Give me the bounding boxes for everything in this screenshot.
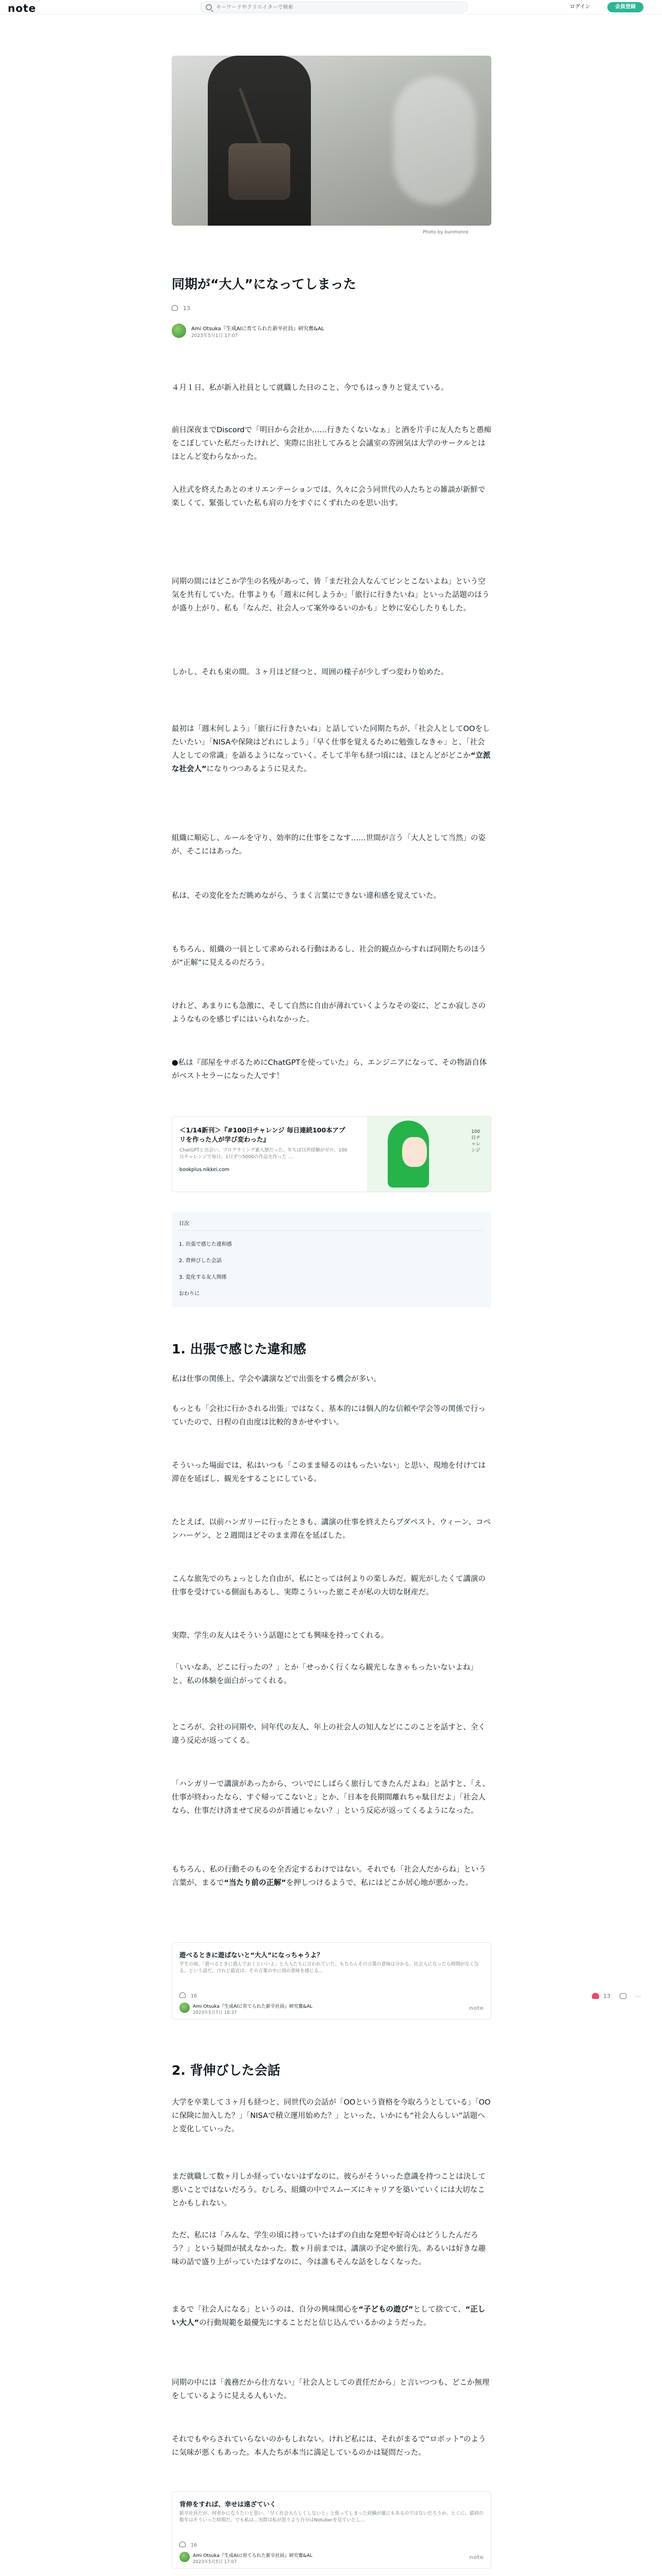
paragraph: ●私は『部屋をサボるためにChatGPTを使っていた』ら、エンジニアになって、その物語自体がベストセラーになった人です！ (172, 1059, 487, 1080)
paragraph: 「ハンガリーで講演があったから、ついでにしばらく旅行してきたんだよね」と話すと、「え、仕事が終わったなら、すぐ帰ってこないと」とか、「日本を長期間離れちゃ駄目だよ」「社会人なら、仕事だけ済ませて戻るのが普通じゃない？」という反応が返ってくるようになった。 (172, 1780, 490, 1815)
paragraph: そういった場面では、私はいつも「このまま帰るのはもったいない」と思い、現地を付けては滞在を延ばし、観光をすることにしている。 (172, 1462, 486, 1483)
floating-actions (592, 1993, 641, 2004)
more-menu-icon[interactable]: ⋯ (635, 1993, 641, 1999)
paragraph: まるで「社会人になる」というのは、自分の興味関心を“子どもの遊び”として捨てて、“正しい大人”の行動規範を最優先にすることだと信じ込んでいるかのようだった。 (172, 2306, 486, 2327)
table-of-contents (172, 1212, 491, 1308)
toc-item[interactable]: 2. 背伸びした会話 (179, 1258, 222, 1264)
signup-button[interactable]: 会員登録 (607, 2, 643, 12)
heart-icon (179, 2541, 186, 2547)
paragraph: もちろん、私の行動そのものを全否定するわけではない。それでも「社会人だからね」という言葉が、まるで“当たり前の正解”を押しつけるようで、私にはどこか居心地が悪かった。 (172, 1866, 486, 1887)
link-card-title[interactable]: ＜1/14新刊＞『#100日チャレンジ 毎日連続100本アプリを作った人が学び変わった』 (179, 1126, 345, 1143)
paragraph: 前日深夜までDiscordで「明日から会社か……行きたくないなぁ」と酒を片手に友人たちと愚痴をこぼしていた私だったけれど、実際に出社してみると会議室の雰囲気は大学のサークルとはほとんど変わらなかった。 (172, 426, 491, 461)
paragraph: 同期の間にはどこか学生の名残があって、皆「まだ社会人なんてピンとこないよね」という空気を共有していた。仕事よりも「週末に何しようか」「旅行に行きたいね」といった話題のほうが盛り上がり、私も「なんだ、社会人って案外ゆるいのかも」と妙に安心したりもした。 (172, 578, 490, 613)
avatar[interactable] (172, 324, 186, 338)
paragraph: 私は、その変化をただ眺めながら、うまく言葉にできない違和感を覚えていた。 (172, 892, 441, 900)
note-card-date: 2023年5月5日 17:07 (193, 2560, 237, 2565)
avatar (179, 2003, 190, 2013)
paragraph: 同期の中には「義務だから仕方ない」「社会人としての責任だから」と言いつつも、どこか無理をしているように見える人もいた。 (172, 2379, 490, 2400)
search-input[interactable] (216, 3, 453, 11)
paragraph: たとえば、以前ハンガリーに行ったときも、講演の仕事を終えたらブダペスト、ウィーン、コペンハーゲン、と２週間ほどそのまま滞在を延ばした。 (172, 1518, 491, 1540)
hero-image (172, 56, 491, 226)
book-thumbnail (367, 1116, 491, 1192)
section-heading: 2. 背伸びした会話 (172, 2063, 280, 2078)
heart-icon[interactable] (172, 305, 178, 311)
note-card-description: 新卒社員だが、何者かになりたいと思い、「早く社会人らしくしないと」と焦ってしまった経験が誰にもあるのではないだろうか。とくに、最初の数年はそういった時期だ。でも私は…実際は私が思うより自分はNotuberを見ていたし… (179, 2511, 484, 2523)
search-box[interactable] (200, 2, 468, 13)
note-card-description: 学生の頃、「遊べるときに遊んでおくといいよ」と大人たちに言われていた。もちろんその言葉の意味は分かる。社会人になったら時間がなくなる、という話だ。けれど最近は、その言葉の中に別の意味を感じる… (179, 1962, 479, 1974)
toc-item[interactable]: おわりに (179, 1291, 200, 1297)
paragraph: もちろん、組織の一員として求められる行動はあるし、社会的観点からすれば同期たちのほうが“正解”に見えるのだろう。 (172, 945, 486, 967)
note-card-date: 2023年5月7日 18:37 (193, 2010, 237, 2015)
note-card-likes: 16 (179, 2541, 197, 2548)
section-heading: 1. 出張で感じた違和感 (172, 1342, 306, 1357)
heart-icon (179, 1992, 186, 1998)
paragraph: ４月１日、私が新入社員として就職した日のこと、今でもはっきりと覚えている。 (172, 384, 449, 392)
note-logo: note (469, 2005, 484, 2011)
paragraph: しかし、それも束の間。３ヶ月ほど経つと、周囲の様子が少しずつ変わり始めた。 (172, 668, 449, 676)
book-link-card[interactable] (172, 1116, 491, 1192)
paragraph: まだ就職して数ヶ月しか経っていないはずなのに、彼らがそういった意識を持つことは決して悪いことではないだろう。むしろ、組織の中でスムーズにキャリアを築いていくには大切なことかもしれない。 (172, 2173, 486, 2208)
comment-icon[interactable] (620, 1993, 626, 1999)
paragraph: 大学を卒業して３ヶ月も経つと、同世代の会話が「OOという資格を今取ろうとしている」「OOに保険に加入した？」「NISAで積立運用始めた？」といった、いかにも“社会人らしい”話題へと変化していった。 (172, 2098, 491, 2133)
embedded-note-card[interactable] (172, 2492, 491, 2569)
paragraph: もっとも「会社に行かされる出張」ではなく、基本的には個人的な信頼や学会等の関係で行っていたので、日程の自由度は比較的きかせやすい。 (172, 1405, 486, 1427)
paragraph: 入社式を終えたあとのオリエンテーションでは、久々に会う同世代の人たちとの雑談が新鮮で楽しくて、緊張していた私も肩の力をすぐにくずれたのを思い出す。 (172, 486, 486, 507)
note-card-author: Ami Otsuka『生成AIに育てられた新卒社員』研究奮&AL (193, 2004, 312, 2009)
paragraph: こんな旅先でのちょっとした自由が、私にとっては何よりの楽しみだ。観光がしたくて講演の仕事を受けている側面もあるし、実際こういった旅こそが私の大切な財産だ。 (172, 1575, 486, 1597)
note-card-title[interactable]: 背伸をすれば、幸せは遠ざていく (179, 2500, 276, 2508)
search-icon (206, 4, 212, 10)
note-card-author: Ami Otsuka『生成AIに育てられた新卒社員』研究奮&AL (193, 2553, 312, 2558)
note-logo[interactable]: note (8, 2, 37, 14)
article-title: 同期が“大人”になってしまった (172, 277, 356, 292)
author-info[interactable] (172, 324, 491, 339)
paragraph: 私は仕事の関係上、学会や講演などで出張をする機会が多い。 (172, 1375, 381, 1383)
like-count[interactable]: 13 (172, 305, 190, 312)
top-header (0, 0, 662, 14)
paragraph: ただ、私には「みんな、学生の頃に持っていたはずの自由な発想や好奇心はどうしたんだろう？」という疑問が拭えなかった。数ヶ月前までは、講演の予定や旅行先、あるいは好きな趣味の話で盛り上がっていたはずなのに、今は誰もそんな話をしなくなった。 (172, 2231, 486, 2266)
link-card-domain: bookplus.nikkei.com (179, 1167, 229, 1173)
paragraph: 組織に順応し、ルールを守り、効率的に仕事をこなす……世間が言う「大人として当然」の姿が、そこにはあった。 (172, 834, 486, 856)
note-card-likes: 16 (179, 1992, 197, 1999)
paragraph: 「いいなあ、どこに行ったの？」とか「せっかく行くなら観光しなきゃもったいないよね」と、私の体験を面白がってくれる。 (172, 1664, 478, 1685)
link-card-description: ChatGPTと出会い、プログラミング素人歴だった、年ちぼ以外経験がゼロ、100日チャレンジで毎日、1日ずつ5000の作品を作った … (179, 1148, 347, 1160)
embedded-note-card[interactable] (172, 1942, 491, 2020)
login-button[interactable]: ログイン (570, 4, 590, 10)
note-card-title[interactable]: 遊べるときに遊ばないと“大人”になっちゃうよ？ (179, 1951, 323, 1959)
note-logo: note (469, 2554, 484, 2561)
photo-credit: Photo by bunmonre (423, 230, 469, 235)
toc-heading: 目次 (179, 1221, 189, 1227)
post-date: 2023年5月1日 17:07 (191, 333, 238, 338)
paragraph: 実際、学生の友人はそういう話題にとても興味を持ってくれる。 (172, 1632, 389, 1640)
thumbnail-text: 100日チャレンジ (471, 1129, 481, 1153)
floating-like-count: 13 (603, 1993, 610, 1999)
paragraph: 最初は「週末何しよう」「旅行に行きたいね」と話していた同期たちが、「社会人としてOOをしたいたい」「NISAや保険はどれにしよう」「早く仕事を覚えるために勉強しなきゃ」と、「社会人としての常識」を語るようになっていく。そして半年も経つ頃には、ほとんどがどこか“立派な社会人”になりつつあるように見えた。 (172, 725, 491, 773)
paragraph: ところが、会社の同期や、同年代の友人、年上の社会人の知人などにこのことを話すと、全く違う反応が返ってくる。 (172, 1723, 486, 1745)
paragraph: それでもやらされていらないのかもしれない。けれど私には、それがまるで“ロボット”のように気味が悪くもあった。本人たちが本当に満足しているのかは疑問だった。 (172, 2435, 486, 2457)
toc-item[interactable]: 1. 出張で感じた違和感 (179, 1242, 232, 1247)
avatar (179, 2552, 190, 2562)
author-name[interactable]: Ami Otsuka『生成AIに育てられた新卒社員』研究奮&AL (191, 326, 324, 332)
toc-item[interactable]: 3. 変化する友人関係 (179, 1275, 227, 1280)
paragraph: けれど、あまりにも急激に、そして自然に自由が薄れていくようなその姿に、どこか寂しさのようなものを感じずにはいられなかった。 (172, 1002, 486, 1024)
like-heart-icon[interactable] (592, 1993, 599, 1999)
